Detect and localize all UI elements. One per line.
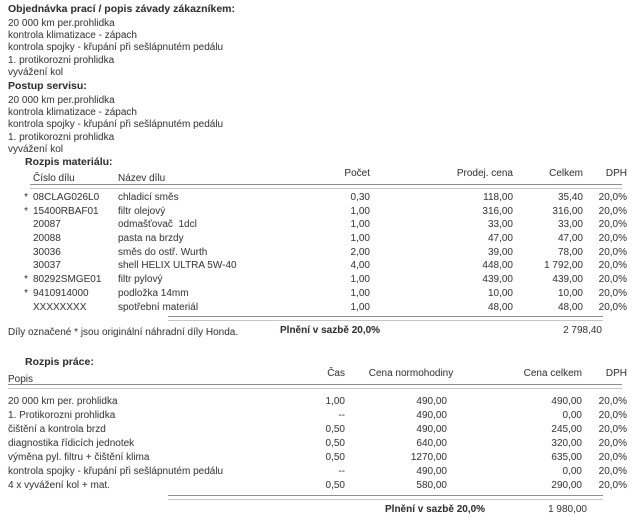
labor-total-amount: 1 980,00	[548, 504, 587, 515]
labor-col-total: Cena celkem	[523, 368, 582, 379]
material-col-qty: Počet	[344, 168, 370, 179]
labor-table-row	[8, 423, 632, 437]
labor-table-row	[8, 437, 632, 451]
service-procedure-title: Postup servisu:	[8, 80, 87, 92]
part-unit-price: 118,00	[483, 192, 513, 203]
honda-parts-note: Díly označené * jsou originální náhradní díly Honda.	[8, 327, 239, 339]
part-qty: 0,30	[350, 192, 370, 203]
labor-description: diagnostika řídicích jednotek	[8, 438, 135, 449]
labor-time: 0,50	[325, 480, 345, 491]
part-qty: 4,00	[350, 260, 370, 272]
labor-total: 290,00	[551, 480, 582, 491]
labor-total: 635,00	[551, 452, 582, 463]
part-name: shell HELIX ULTRA 5W-40	[118, 260, 237, 272]
part-name: směs do ostř. Wurth	[118, 246, 208, 258]
part-vat: 20,0%	[598, 274, 627, 286]
labor-time: 0,50	[325, 438, 345, 449]
material-vat-rate-label: Plnění v sazbě 20,0%	[280, 325, 381, 337]
original-part-marker: *	[24, 287, 28, 299]
original-part-marker	[8, 232, 33, 246]
part-unit-price: 33,00	[487, 219, 513, 231]
labor-description: 20 000 km per. prohlidka	[8, 396, 118, 407]
part-unit-price: 48,00	[487, 301, 513, 313]
material-header-rule	[30, 184, 622, 189]
part-vat: 20,0%	[598, 260, 627, 272]
part-unit-price: 439,00	[482, 274, 513, 286]
original-part-marker	[8, 218, 33, 232]
service-line: 20 000 km per.prohlidka	[8, 95, 115, 106]
labor-table-footer	[8, 504, 632, 518]
labor-rate: 1270,00	[410, 452, 447, 463]
material-table-row	[8, 205, 632, 219]
part-unit-price: 47,00	[487, 233, 513, 245]
customer-order-section	[8, 3, 235, 79]
original-part-marker: *	[24, 192, 28, 203]
labor-vat: 20,0%	[598, 396, 627, 407]
material-table-row	[8, 246, 632, 260]
labor-vat-rate-label: Plnění v sazbě 20,0%	[385, 504, 486, 515]
labor-vat: 20,0%	[598, 452, 627, 463]
labor-time: 1,00	[325, 396, 345, 407]
labor-rows	[8, 395, 632, 493]
part-number: 08CLAG026L0	[33, 192, 100, 203]
part-vat: 20,0%	[598, 287, 627, 299]
material-total-rule	[168, 316, 603, 321]
part-vat: 20,0%	[598, 233, 627, 245]
labor-time: --	[338, 410, 345, 421]
material-col-total: Celkem	[549, 168, 583, 179]
customer-order-title: Objednávka prací / popis závady zákazníkem:	[8, 3, 236, 15]
part-total: 78,00	[557, 246, 583, 258]
labor-table	[8, 368, 632, 518]
material-table-row	[8, 273, 632, 287]
labor-total: 490,00	[551, 396, 582, 407]
labor-rate: 580,00	[416, 480, 447, 491]
part-number: 20087	[33, 219, 61, 231]
part-unit-price: 316,00	[482, 205, 513, 217]
part-name: filtr olejový	[118, 205, 166, 217]
labor-col-time: Čas	[327, 368, 345, 379]
labor-total: 245,00	[551, 424, 582, 435]
material-col-name: Název dílu	[118, 173, 166, 184]
service-line: kontrola spojky - křupání při sešlápnutém pedálu	[8, 119, 224, 131]
labor-total-rule	[168, 495, 603, 500]
part-unit-price: 39,00	[487, 246, 513, 258]
labor-col-description: Popis	[8, 374, 34, 385]
original-part-marker: *	[24, 205, 28, 217]
labor-table-row	[8, 409, 632, 423]
part-number: 20088	[33, 233, 61, 245]
labor-vat: 20,0%	[598, 466, 627, 477]
labor-time: --	[338, 466, 345, 477]
part-total: 48,00	[557, 301, 583, 313]
part-qty: 1,00	[350, 219, 370, 231]
part-qty: 1,00	[350, 301, 370, 313]
labor-time: 0,50	[325, 452, 345, 463]
material-table-row	[8, 191, 632, 205]
part-total: 439,00	[552, 274, 583, 286]
part-total: 10,00	[557, 287, 583, 299]
original-part-marker: *	[24, 274, 28, 286]
part-name: chladicí směs	[118, 192, 179, 203]
part-name: podložka 14mm	[118, 287, 189, 299]
part-total: 1 792,00	[544, 260, 583, 272]
order-line: kontrola klimatizace - zápach	[8, 30, 137, 42]
order-line: kontrola spojky - křupání při sešlápnutém pedálu	[8, 42, 224, 54]
part-total: 47,00	[557, 233, 583, 245]
part-qty: 1,00	[350, 274, 370, 286]
part-number: 30037	[33, 260, 61, 272]
part-total: 33,00	[557, 219, 583, 231]
part-name: odmašťovač 1dcl	[118, 219, 197, 231]
order-line: 1. protikorozni prohlidka	[8, 54, 115, 66]
labor-table-row	[8, 451, 632, 465]
service-line: vyvážení kol	[8, 143, 64, 155]
material-col-part-number: Číslo dílu	[33, 173, 75, 184]
labor-total: 0,00	[562, 466, 582, 477]
material-table-row	[8, 259, 632, 273]
material-table-row	[8, 287, 632, 301]
part-qty: 1,00	[350, 205, 370, 217]
material-table-header	[8, 168, 632, 184]
labor-vat: 20,0%	[598, 438, 627, 449]
service-procedure-section	[8, 80, 223, 156]
labor-rate: 490,00	[416, 466, 447, 477]
service-line: 1. protikorozni prohlidka	[8, 131, 115, 143]
part-vat: 20,0%	[598, 192, 627, 203]
part-unit-price: 10,00	[487, 287, 513, 299]
part-vat: 20,0%	[598, 301, 627, 313]
labor-table-title: Rozpis práce:	[25, 356, 94, 368]
order-line: 20 000 km per.prohlidka	[8, 18, 115, 29]
labor-description: čištění a kontrola brzd	[8, 424, 106, 435]
material-table	[8, 168, 632, 339]
material-table-row	[8, 301, 632, 315]
original-part-marker	[8, 246, 33, 260]
part-name: filtr pylový	[118, 274, 163, 286]
part-number: XXXXXXXX	[33, 301, 87, 313]
service-line: kontrola klimatizace - zápach	[8, 107, 137, 119]
labor-total: 0,00	[562, 410, 582, 421]
part-number: 15400RBAF01	[33, 205, 99, 217]
order-line: vyvážení kol	[8, 66, 64, 78]
labor-table-row	[8, 395, 632, 409]
material-table-footer	[8, 325, 632, 339]
material-table-row	[8, 218, 632, 232]
labor-col-vat: DPH	[605, 368, 627, 379]
part-name: spotřební materiál	[118, 301, 199, 313]
labor-description: 4 x vyvážení kol + mat.	[8, 480, 110, 491]
original-part-marker	[8, 301, 33, 315]
labor-description: výměna pyl. filtru + čištění klima	[8, 452, 150, 463]
labor-time: 0,50	[325, 424, 345, 435]
part-number: 30036	[33, 246, 61, 258]
labor-total: 320,00	[551, 438, 582, 449]
labor-vat: 20,0%	[598, 410, 627, 421]
labor-rate: 490,00	[416, 410, 447, 421]
material-col-unit-price: Prodej. cena	[456, 168, 513, 179]
labor-rate: 640,00	[416, 438, 447, 449]
labor-description: kontrola spojky - křupání při sešlápnutém pedálu	[8, 466, 224, 477]
labor-vat: 20,0%	[598, 480, 627, 491]
labor-vat: 20,0%	[598, 424, 627, 435]
labor-rate: 490,00	[416, 424, 447, 435]
part-vat: 20,0%	[598, 246, 627, 258]
labor-table-row	[8, 479, 632, 493]
part-total: 316,00	[552, 205, 583, 217]
part-total: 35,40	[557, 192, 583, 203]
part-vat: 20,0%	[598, 219, 627, 231]
part-qty: 2,00	[350, 246, 370, 258]
labor-table-header	[8, 368, 632, 384]
original-part-marker	[8, 259, 33, 273]
material-col-vat: DPH	[605, 168, 627, 179]
part-number: 9410914000	[33, 287, 89, 299]
part-vat: 20,0%	[598, 205, 627, 217]
material-rows	[8, 191, 632, 314]
material-table-title: Rozpis materiálu:	[25, 156, 113, 168]
material-table-row	[8, 232, 632, 246]
labor-table-row	[8, 465, 632, 479]
part-qty: 1,00	[350, 233, 370, 245]
labor-description: 1. Protikorozni prohlidka	[8, 410, 116, 421]
part-number: 80292SMGE01	[33, 274, 102, 286]
part-unit-price: 448,00	[482, 260, 513, 272]
part-name: pasta na brzdy	[118, 233, 184, 245]
part-qty: 1,00	[350, 287, 370, 299]
labor-rate: 490,00	[416, 396, 447, 407]
labor-col-rate: Cena normohodiny	[368, 368, 454, 379]
material-total-amount: 2 798,40	[563, 325, 602, 337]
